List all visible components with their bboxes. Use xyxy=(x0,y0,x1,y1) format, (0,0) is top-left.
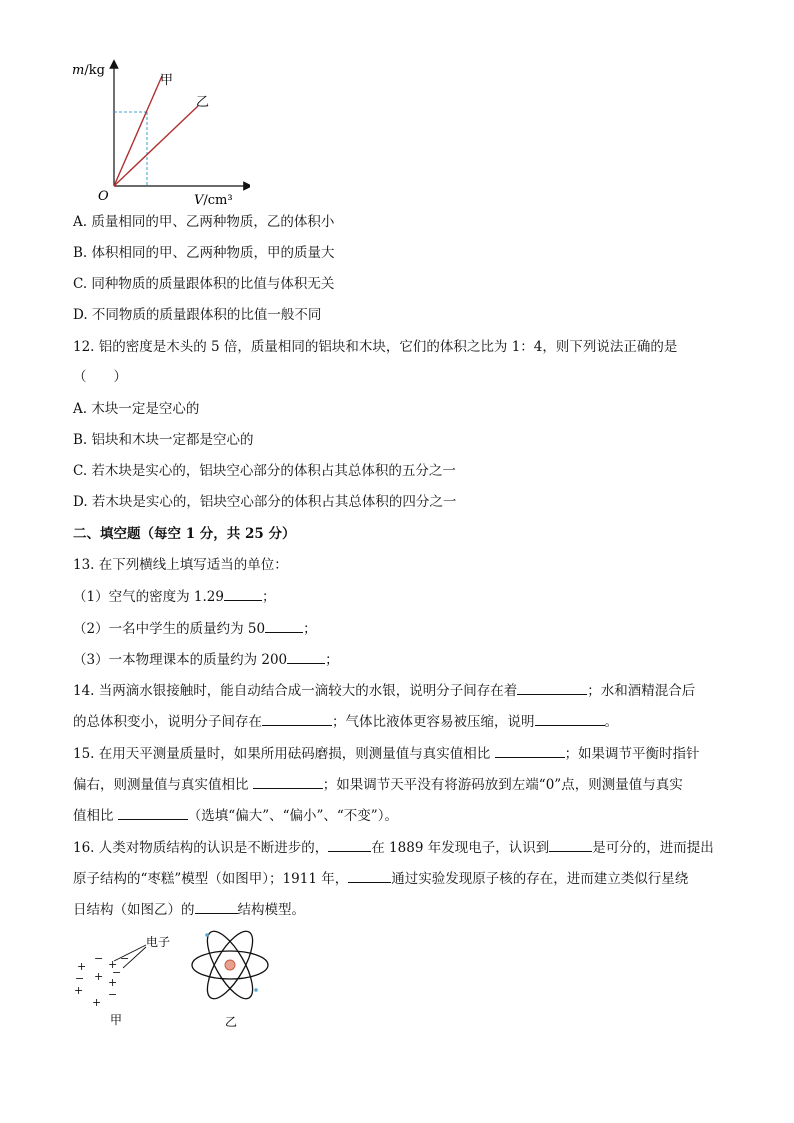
svg-text:−: − xyxy=(75,972,85,985)
svg-text:+: + xyxy=(108,976,118,989)
q16-line-2: 原子结构的“枣糕”模型（如图甲）；1911 年， 通过实验发现原子核的存在，进而建立类似行星绕 xyxy=(73,868,688,889)
model-a-label: 甲 xyxy=(110,1013,123,1027)
q13-item-2: （2）一名中学生的质量约为 50 ； xyxy=(73,618,317,639)
section-heading: 二、填空题（每空 1 分，共 25 分） xyxy=(73,526,296,542)
q15-line-3: 值相比 （选填“偏大”、“偏小”、“不变”）。 xyxy=(73,805,398,826)
x-axis-label: V/cm³ xyxy=(194,193,233,208)
electron-pointer-1 xyxy=(114,945,146,961)
mass-volume-graph xyxy=(70,58,250,208)
svg-text:−: − xyxy=(120,952,130,965)
line-yi xyxy=(114,106,198,186)
atom-models-figure xyxy=(70,928,300,1033)
q11-option-d: D. 不同物质的质量跟体积的比值一般不同 xyxy=(73,307,322,323)
q14-line-1: 14. 当两滴水银接触时，能自动结合成一滴较大的水银，说明分子间存在着 ；水和酒精混合后 xyxy=(73,680,695,701)
answer-blank[interactable] xyxy=(549,837,592,852)
answer-blank[interactable] xyxy=(265,618,303,633)
answer-blank[interactable] xyxy=(118,805,188,820)
svg-text:+: + xyxy=(77,960,87,973)
q13-stem: 13. 在下列横线上填写适当的单位： xyxy=(73,557,288,573)
electron-dot xyxy=(254,988,258,992)
line-jia-label: 甲 xyxy=(160,73,174,88)
electron-label: 电子 xyxy=(146,935,171,949)
answer-blank[interactable] xyxy=(287,649,325,664)
answer-blank[interactable] xyxy=(224,586,262,601)
line-yi-label: 乙 xyxy=(196,95,210,110)
q12-option-a: A. 木块一定是空心的 xyxy=(73,401,200,417)
answer-blank[interactable] xyxy=(195,899,238,914)
q12-bracket: （ ） xyxy=(73,369,127,385)
q13-item-3: （3）一本物理课本的质量约为 200 ； xyxy=(73,649,339,670)
planetary-model xyxy=(192,928,268,1005)
answer-blank[interactable] xyxy=(517,680,587,695)
answer-blank[interactable] xyxy=(495,743,565,758)
answer-blank[interactable] xyxy=(535,711,605,726)
model-b-label: 乙 xyxy=(225,1015,238,1029)
answer-blank[interactable] xyxy=(348,868,391,883)
q12-stem: 12. 铝的密度是木头的 5 倍，质量相同的铝块和木块，它们的体积之比为 1：4，则下列说法正确的是 xyxy=(73,339,678,355)
q12-option-d: D. 若木块是实心的，铝块空心部分的体积占其总体积的四分之一 xyxy=(73,494,457,510)
svg-text:−: − xyxy=(112,966,122,979)
electron-dot xyxy=(205,933,209,937)
q11-option-a: A. 质量相同的甲、乙两种物质，乙的体积小 xyxy=(73,214,335,230)
svg-text:−: − xyxy=(94,952,104,965)
svg-text:+: + xyxy=(94,970,104,983)
plum-pudding-model xyxy=(74,952,129,1009)
q16-line-1: 16. 人类对物质结构的认识是不断进步的， 在 1889 年发现电子，认识到 是可分的，进而提出 xyxy=(73,837,714,858)
q11-option-c: C. 同种物质的质量跟体积的比值与体积无关 xyxy=(73,276,335,292)
svg-text:−: − xyxy=(108,988,118,1001)
line-jia xyxy=(114,76,162,186)
answer-blank[interactable] xyxy=(253,774,323,789)
q14-line-2: 的总体积变小，说明分子间存在 ；气体比液体更容易被压缩，说明 。 xyxy=(73,711,618,732)
svg-text:+: + xyxy=(108,958,118,971)
origin-label: O xyxy=(98,189,109,204)
q16-line-3: 日结构（如图乙）的 结构模型。 xyxy=(73,899,305,920)
q15-line-2: 偏右，则测量值与真实值相比 ；如果调节天平没有将游码放到左端“0”点，则测量值与真实 xyxy=(73,774,683,795)
svg-text:+: + xyxy=(92,996,102,1009)
q12-option-c: C. 若木块是实心的，铝块空心部分的体积占其总体积的五分之一 xyxy=(73,463,456,479)
nucleus xyxy=(225,960,235,970)
answer-blank[interactable] xyxy=(262,711,332,726)
q13-item-1: （1）空气的密度为 1.29 ； xyxy=(73,586,275,607)
svg-text:+: + xyxy=(74,984,84,997)
y-axis-label: m/kg xyxy=(72,63,105,78)
q12-option-b: B. 铝块和木块一定都是空心的 xyxy=(73,432,254,448)
q11-option-b: B. 体积相同的甲、乙两种物质，甲的质量大 xyxy=(73,245,335,261)
q15-line-1: 15. 在用天平测量质量时，如果所用砝码磨损，则测量值与真实值相比 ；如果调节平衡时指针 xyxy=(73,743,700,764)
answer-blank[interactable] xyxy=(328,837,371,852)
